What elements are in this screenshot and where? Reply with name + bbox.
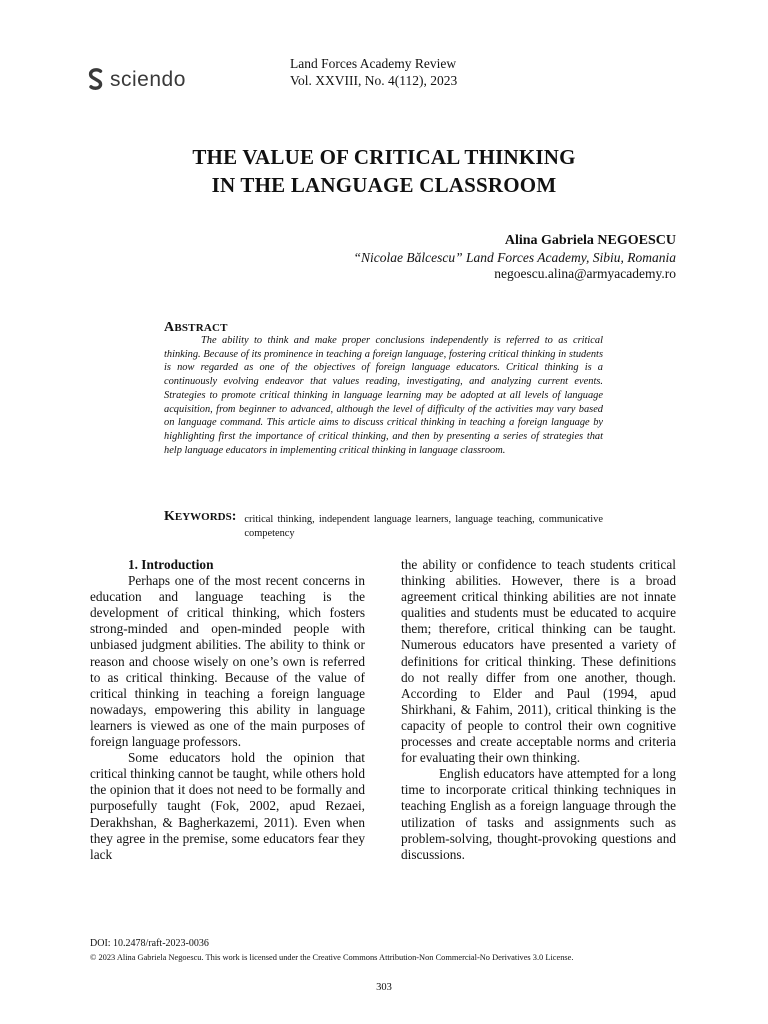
- page-number: 303: [376, 982, 392, 993]
- doi-link[interactable]: DOI: 10.2478/raft-2023-0036: [90, 938, 209, 949]
- paper-title: [0, 143, 768, 199]
- abstract-text: The ability to think and make proper conclusions independently is referred to as critical thinking. Because of its prominence in teaching a foreign language, fostering critical thinking in students is now regarded as one of the objectives of foreign language educators. Critical thinking is a continuously evolving endeavor that values reading, investigating, and analyzing current events. Strategies to promote critical thinking in language learning may be adopted at all levels of language acquisition, from beginner to advanced, although the level of difficulty of the activities may vary based on language command. This article aims to discuss critical thinking in teaching a foreign language by highlighting first the importance of critical thinking, and then by presenting a series of strategies that help language educators in implementing critical thinking in language classroom.: [164, 335, 603, 456]
- keywords-heading: [164, 510, 236, 540]
- abstract-heading-initial: A: [164, 320, 175, 335]
- body-paragraph: Perhaps one of the most recent concerns in education and language teaching is the development of critical thinking, which fosters strong-minded and open-minded people with unbiased judgment abilities. The ability to think or reason and choose wisely on one’s own is referred to as critical thinking. Because of the value of critical thinking in teaching a foreign language nowadays, empowering this ability in language learners is viewed as one of the main purposes of foreign language professors.: [90, 573, 365, 750]
- author-affiliation: “Nicolae Bălcescu” Land Forces Academy, Sibiu, Romania: [353, 249, 676, 265]
- page-footer: [90, 937, 573, 965]
- keywords-heading-colon: :: [231, 509, 237, 524]
- body-paragraph: English educators have attempted for a long time to incorporate critical thinking techniques in teaching English as a foreign language through the utilization of tasks and assignments such as problem-solving, thought-provoking questions and discussions.: [401, 766, 676, 862]
- journal-volume: Vol. XXVIII, No. 4(112), 2023: [290, 73, 458, 88]
- title-line-2: IN THE LANGUAGE CLASSROOM: [211, 173, 557, 197]
- author-block: [354, 233, 676, 283]
- abstract-section: [164, 320, 603, 457]
- author-name: Alina Gabriela NEGOESCU: [504, 233, 676, 248]
- keywords-section: [164, 510, 603, 540]
- body-paragraph: the ability or confidence to teach students critical thinking abilities. However, there is a broad agreement critical thinking abilities are not innate qualities and students must be educated to acquire them; therefore, critical thinking can be taught. Numerous educators have presented a variety of definitions for critical thinking. These definitions do not really differ from one another, though. According to Elder and Paul (1994, apud Shirkhani, & Fahim, 2011), critical thinking is the capacity of people to control their own cognitive processes and create acceptable norms and criteria for evaluating their own thinking.: [401, 557, 676, 766]
- keywords-heading-initial: K: [164, 509, 175, 524]
- body-column-right: [401, 557, 676, 863]
- journal-name: Land Forces Academy Review: [290, 56, 457, 71]
- title-line-1: THE VALUE OF CRITICAL THINKING: [192, 145, 576, 169]
- body-paragraph: Some educators hold the opinion that critical thinking cannot be taught, while others hold the opinion that it does not need to be formally and purposefully taught (Fok, 2002, apud Rezaei, Derakhshan, & Bagherkazemi, 2011). Even when they agree in the premise, some educators fear they lack: [90, 750, 365, 862]
- keywords-heading-rest: EYWORDS: [174, 511, 232, 523]
- logo-text: sciendo: [110, 68, 186, 91]
- section-heading-introduction: 1. Introduction: [128, 557, 214, 572]
- keywords-text: critical thinking, independent language learners, language teaching, communicative competency: [244, 514, 603, 539]
- sciendo-s-logo-icon: [88, 68, 104, 92]
- author-email: negoescu.alina@armyacademy.ro: [494, 266, 676, 281]
- abstract-heading-rest: BSTRACT: [174, 322, 228, 334]
- journal-header: [290, 55, 457, 89]
- body-column-left: [90, 557, 365, 863]
- license-notice: © 2023 Alina Gabriela Negoescu. This work is licensed under the Creative Commons Attribution-Non Commercial-No Derivatives 3.0 License.: [90, 953, 574, 962]
- publisher-logo: [88, 68, 186, 92]
